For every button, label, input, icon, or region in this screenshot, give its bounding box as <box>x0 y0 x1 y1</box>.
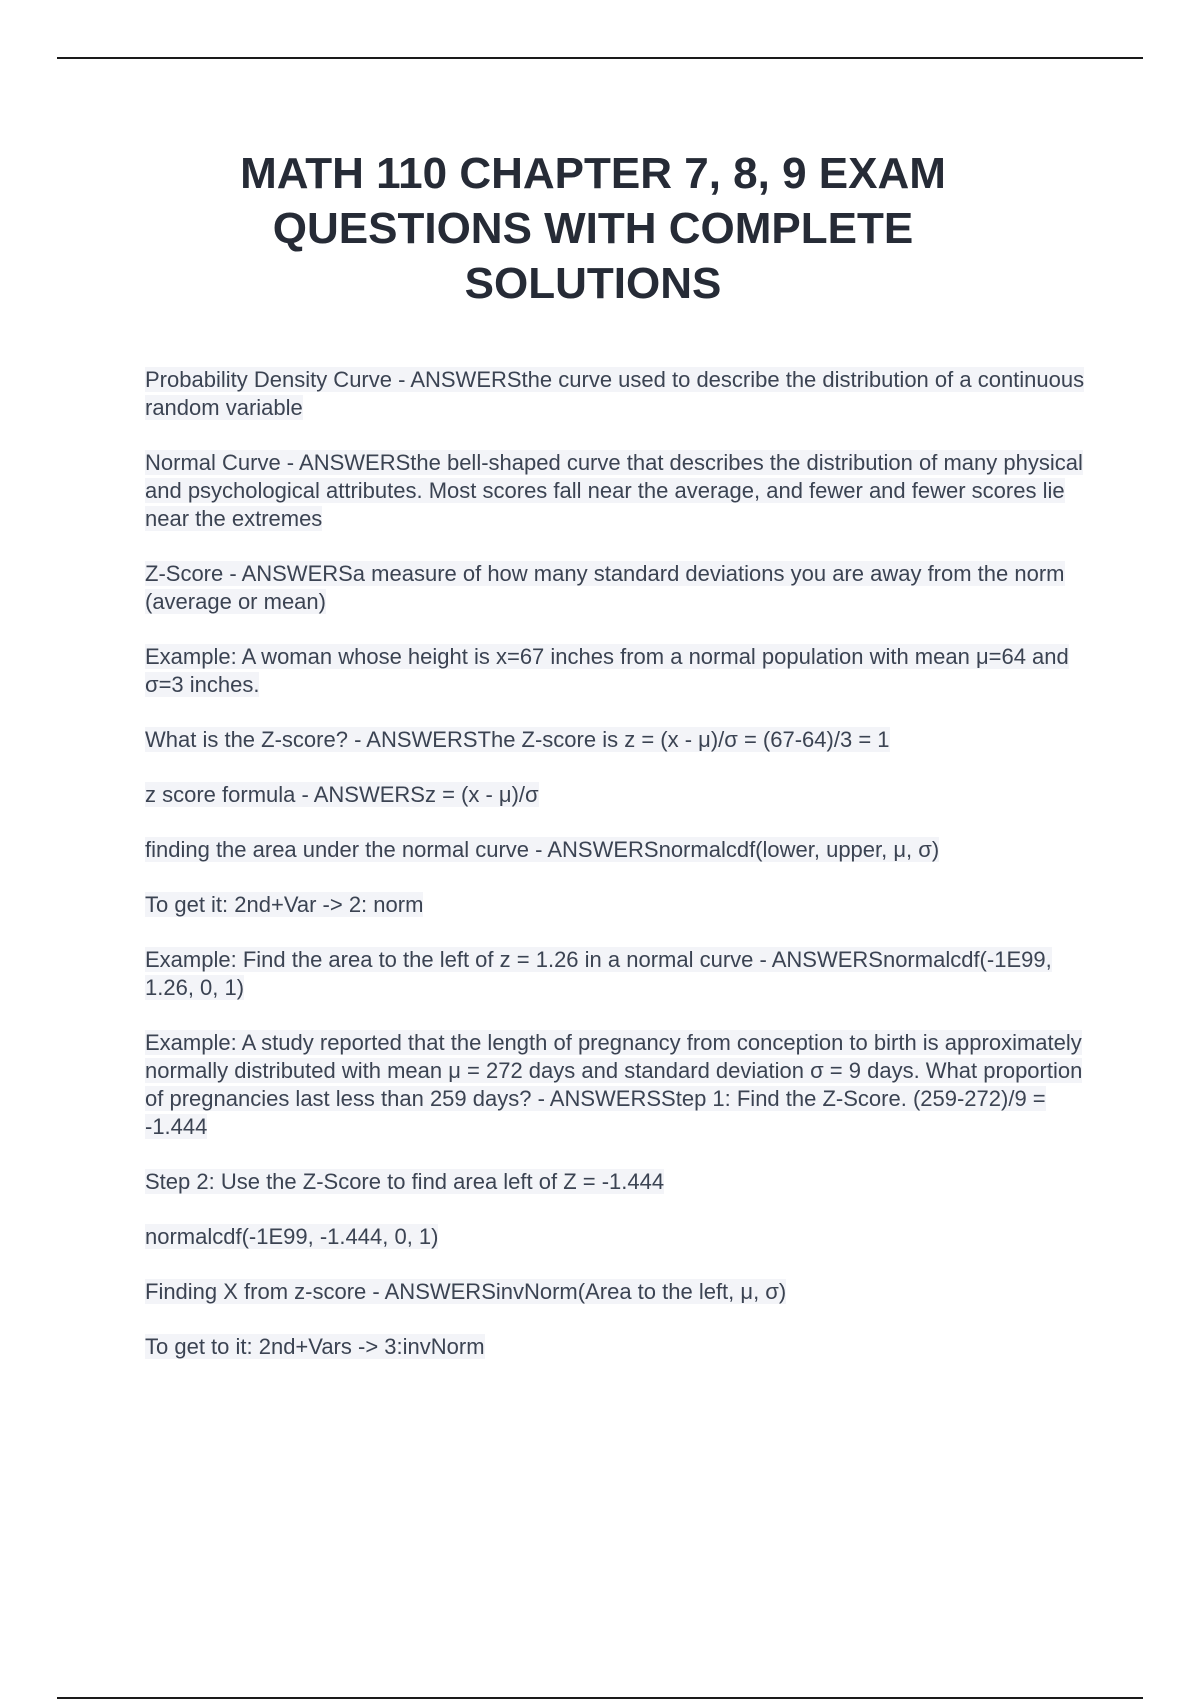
document-body <box>145 366 1095 1388</box>
paragraph-to-get-it: To get it: 2nd+Var -> 2: norm <box>145 892 424 917</box>
paragraph-area-under-curve: finding the area under the normal curve - ANSWERSnormalcdf(lower, upper, μ, σ) <box>145 837 940 862</box>
paragraph-example-pregnancy: Example: A study reported that the length of pregnancy from conception to birth is approximately normally distributed with mean μ = 272 days and standard deviation σ = 9 days. What proportion of pregnancies last less than 259 days? - ANSWERSStep 1: Find the Z-Score. (259-272)/9 = -1.444 <box>145 1030 1083 1139</box>
paragraph-probability-density-curve: Probability Density Curve - ANSWERSthe curve used to describe the distribution of a continuous random variable <box>145 367 1085 420</box>
paragraph-normal-curve: Normal Curve - ANSWERSthe bell-shaped curve that describes the distribution of many physical and psychological attributes. Most scores fall near the average, and fewer and fewer scores lie near the extremes <box>145 450 1083 531</box>
paragraph-step-2: Step 2: Use the Z-Score to find area left of Z = -1.444 <box>145 1169 665 1194</box>
paragraph-what-is-z-score: What is the Z-score? - ANSWERSThe Z-score is z = (x - μ)/σ = (67-64)/3 = 1 <box>145 727 890 752</box>
top-rule <box>57 57 1143 59</box>
page-title: MATH 110 CHAPTER 7, 8, 9 EXAM QUESTIONS WITH COMPLETE SOLUTIONS <box>240 149 946 308</box>
bottom-rule <box>57 1697 1143 1699</box>
paragraph-finding-x: Finding X from z-score - ANSWERSinvNorm(Area to the left, μ, σ) <box>145 1279 787 1304</box>
paragraph-normalcdf: normalcdf(-1E99, -1.444, 0, 1) <box>145 1224 439 1249</box>
paragraph-example-height: Example: A woman whose height is x=67 inches from a normal population with mean μ=64 and σ=3 inches. <box>145 644 1069 697</box>
paragraph-example-area-left: Example: Find the area to the left of z = 1.26 in a normal curve - ANSWERSnormalcdf(-1E99, 1.26, 0, 1) <box>145 947 1052 1000</box>
paragraph-z-score: Z-Score - ANSWERSa measure of how many standard deviations you are away from the norm (average or mean) <box>145 561 1065 614</box>
paragraph-z-score-formula: z score formula - ANSWERSz = (x - μ)/σ <box>145 782 539 807</box>
paragraph-to-get-to-it: To get to it: 2nd+Vars -> 3:invNorm <box>145 1334 485 1359</box>
